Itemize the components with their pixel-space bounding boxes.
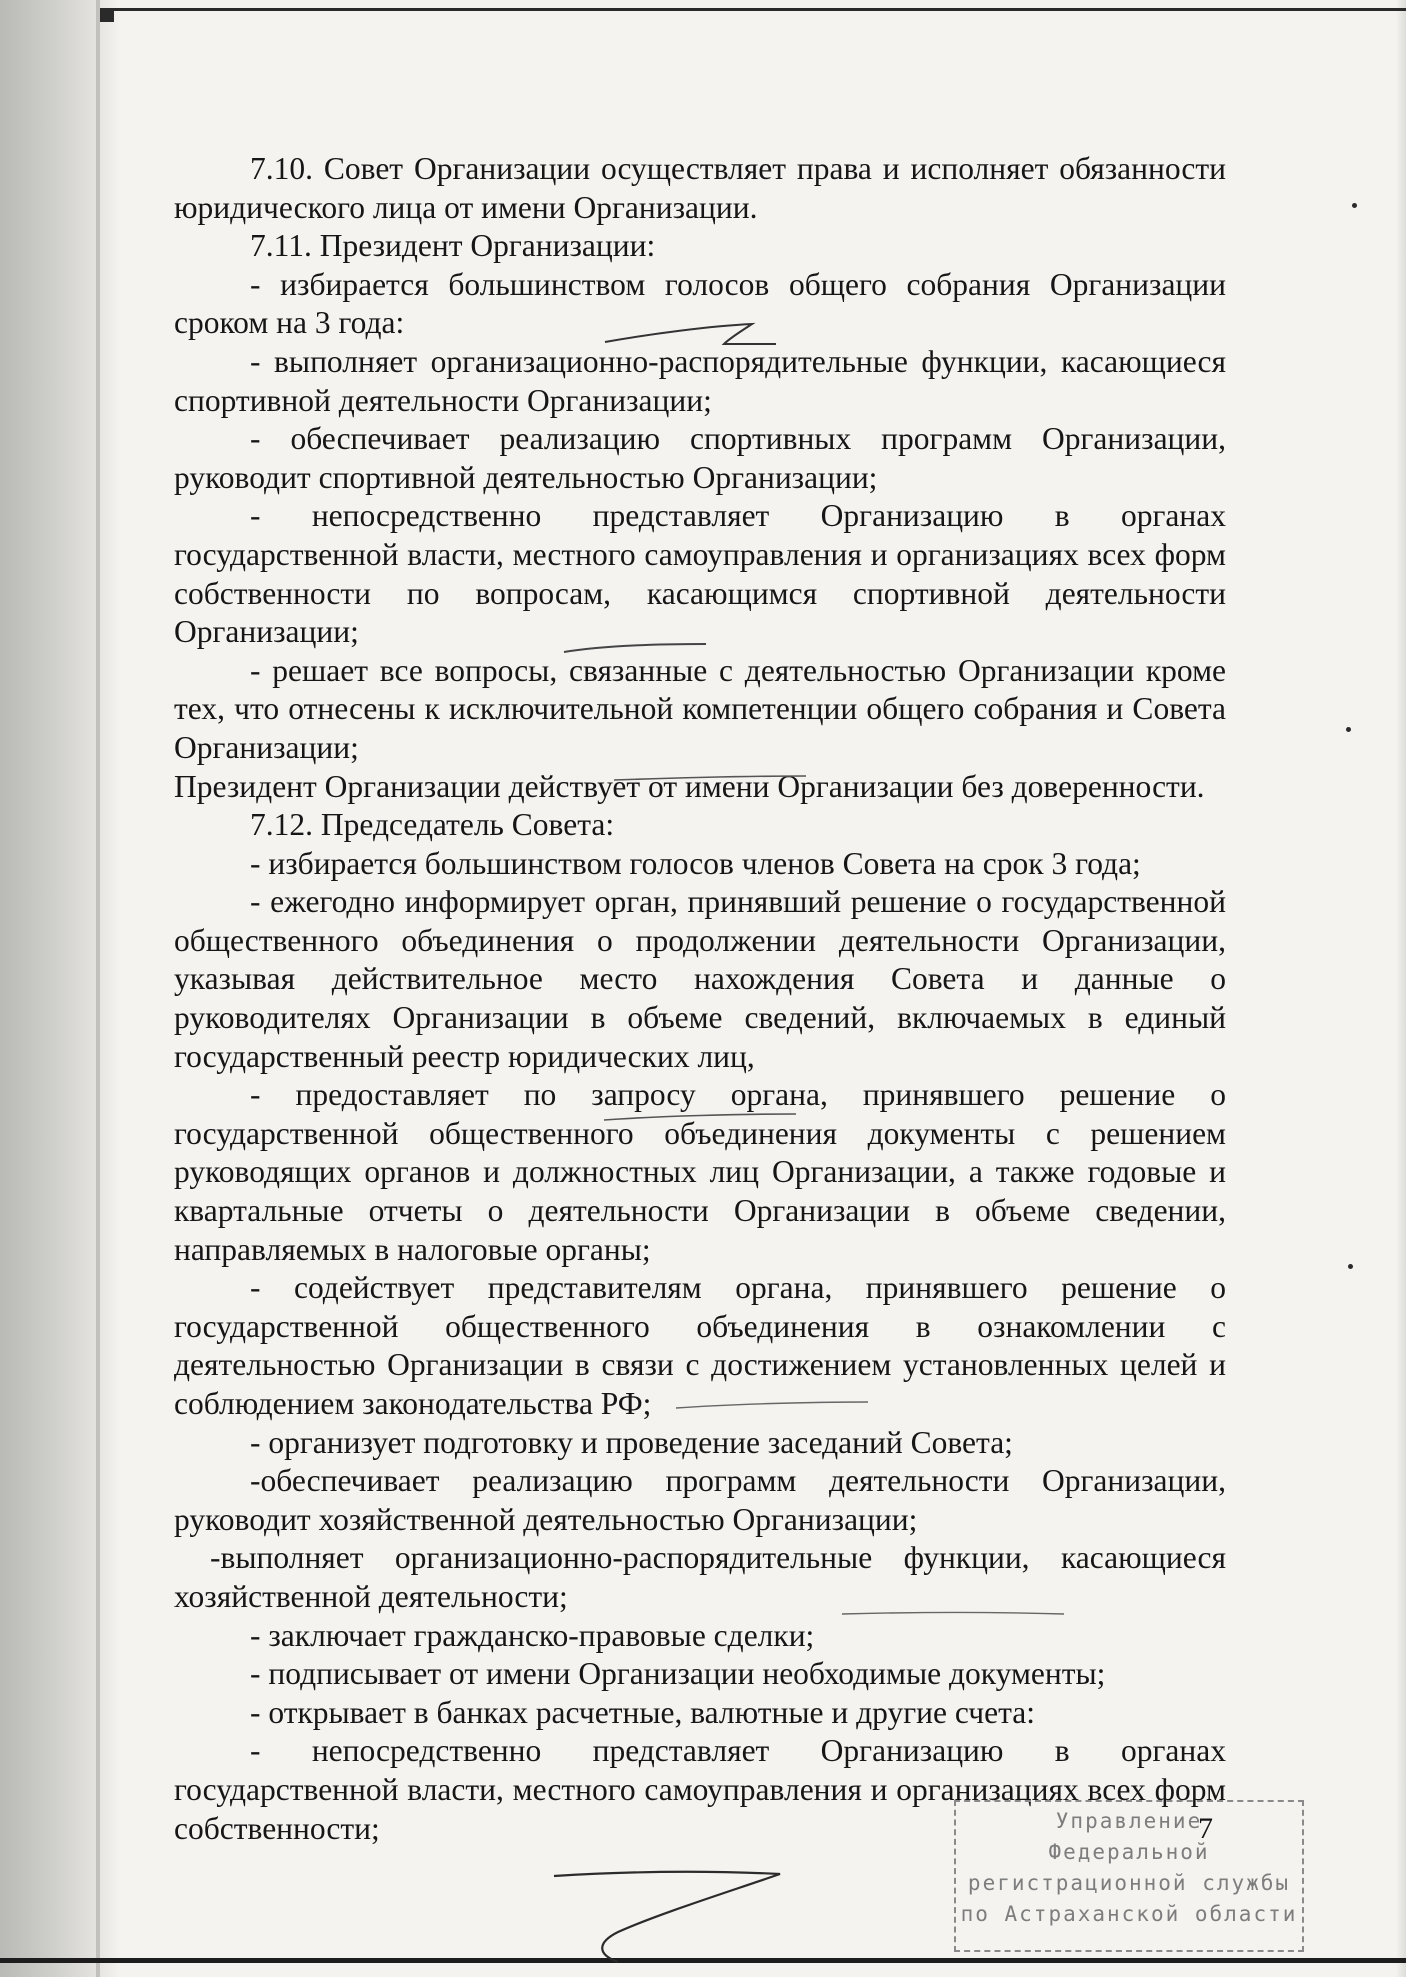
paragraph-president-authority: Президент Организации действует от имени Организации без доверенности.	[174, 768, 1205, 804]
signature-mark	[548, 1862, 788, 1972]
page-number: 7	[1198, 1812, 1213, 1845]
list-item: - решает все вопросы, связанные с деятельностью Организации кроме тех, что отнесены к исключительной компетенции общего собрания и Совета Организации;	[174, 652, 1226, 765]
list-item: - избирается большинством голосов членов Совета на срок 3 года;	[250, 845, 1141, 881]
list-item: - ежегодно информирует орган, принявший решение о государственной общественного объединения о продолжении деятельности Организации, указывая действительное место нахождения Совета и данные о руководителях Организации в объеме сведений, включаемых в единый государственный реестр юридических лиц,	[174, 884, 1226, 1074]
list-item: - непосредственно представляет Организацию в органах государственной власти, местного самоуправления и организациях всех форм собственности;	[174, 1733, 1226, 1846]
stamp-line: регистрационной службы	[967, 1871, 1291, 1895]
stamp-line: Управление	[1055, 1809, 1203, 1833]
binding-shadow	[0, 0, 120, 1977]
list-item: - организует подготовку и проведение заседаний Совета;	[250, 1424, 1013, 1460]
stamp-line: Федеральной	[1048, 1840, 1210, 1864]
heading-7-11: 7.11. Президент Организации:	[250, 228, 656, 264]
list-item: - содействует представителям органа, принявшего решение о государственной общественного объединения в ознакомлении с деятельностью Организации в связи с достижением установленных целей и соблюдением законодательства РФ;	[174, 1270, 1226, 1421]
scan-speck	[1346, 727, 1351, 732]
list-item: - обеспечивает реализацию спортивных программ Организации, руководит спортивной деятельностью Организации;	[174, 421, 1226, 495]
list-item: - избирается большинством голосов общего собрания Организации сроком на 3 года:	[174, 266, 1226, 341]
list-item: -выполняет организационно-распорядительные функции, касающиеся хозяйственной деятельности;	[174, 1540, 1226, 1614]
paragraph-7-10: 7.10. Совет Организации осуществляет права и исполняет обязанности юридического лица от имени Организации.	[174, 151, 1226, 225]
scan-speck	[1352, 203, 1357, 208]
list-item: - открывает в банках расчетные, валютные и другие счета:	[250, 1694, 1035, 1730]
heading-7-12: 7.12. Председатель Совета:	[250, 807, 615, 843]
pen-stroke-mark	[672, 1398, 872, 1414]
stamp-line: по Астраханской области	[960, 1902, 1298, 1926]
page-edge-line	[96, 0, 100, 1977]
pen-stroke-mark	[610, 770, 810, 786]
list-item: - непосредственно представляет Организацию в органах государственной власти, местного самоуправления и организациях всех форм собственности по вопросам, касающимся спортивной деятельности Организации;	[174, 498, 1226, 650]
scan-speck	[1348, 1264, 1353, 1269]
registration-stamp	[954, 1800, 1304, 1952]
pen-stroke-mark	[560, 638, 710, 658]
list-item: -обеспечивает реализацию программ деятельности Организации, руководит хозяйственной деятельностью Организации;	[174, 1463, 1226, 1537]
list-item: - подписывает от имени Организации необходимые документы;	[250, 1656, 1106, 1692]
list-item: - выполняет организационно-распорядительные функции, касающиеся спортивной деятельности Организации;	[174, 343, 1226, 418]
scan-top-border	[110, 8, 1406, 11]
list-item: - заключает гражданско-правовые сделки;	[250, 1617, 815, 1653]
pen-stroke-mark	[600, 318, 780, 352]
list-item: - предоставляет по запросу органа, принявшего решение о государственной общественного объединения документы с решением руководящих органов и должностных лиц Организации, а также годовые и квартальные отчеты о деятельности Организации в объеме сведении, направляемых в налоговые органы;	[174, 1077, 1226, 1267]
pen-stroke-mark	[600, 1110, 800, 1126]
scan-right-edge	[1396, 0, 1406, 1977]
document-body	[174, 150, 1226, 1848]
pen-stroke-mark	[838, 1606, 1068, 1622]
